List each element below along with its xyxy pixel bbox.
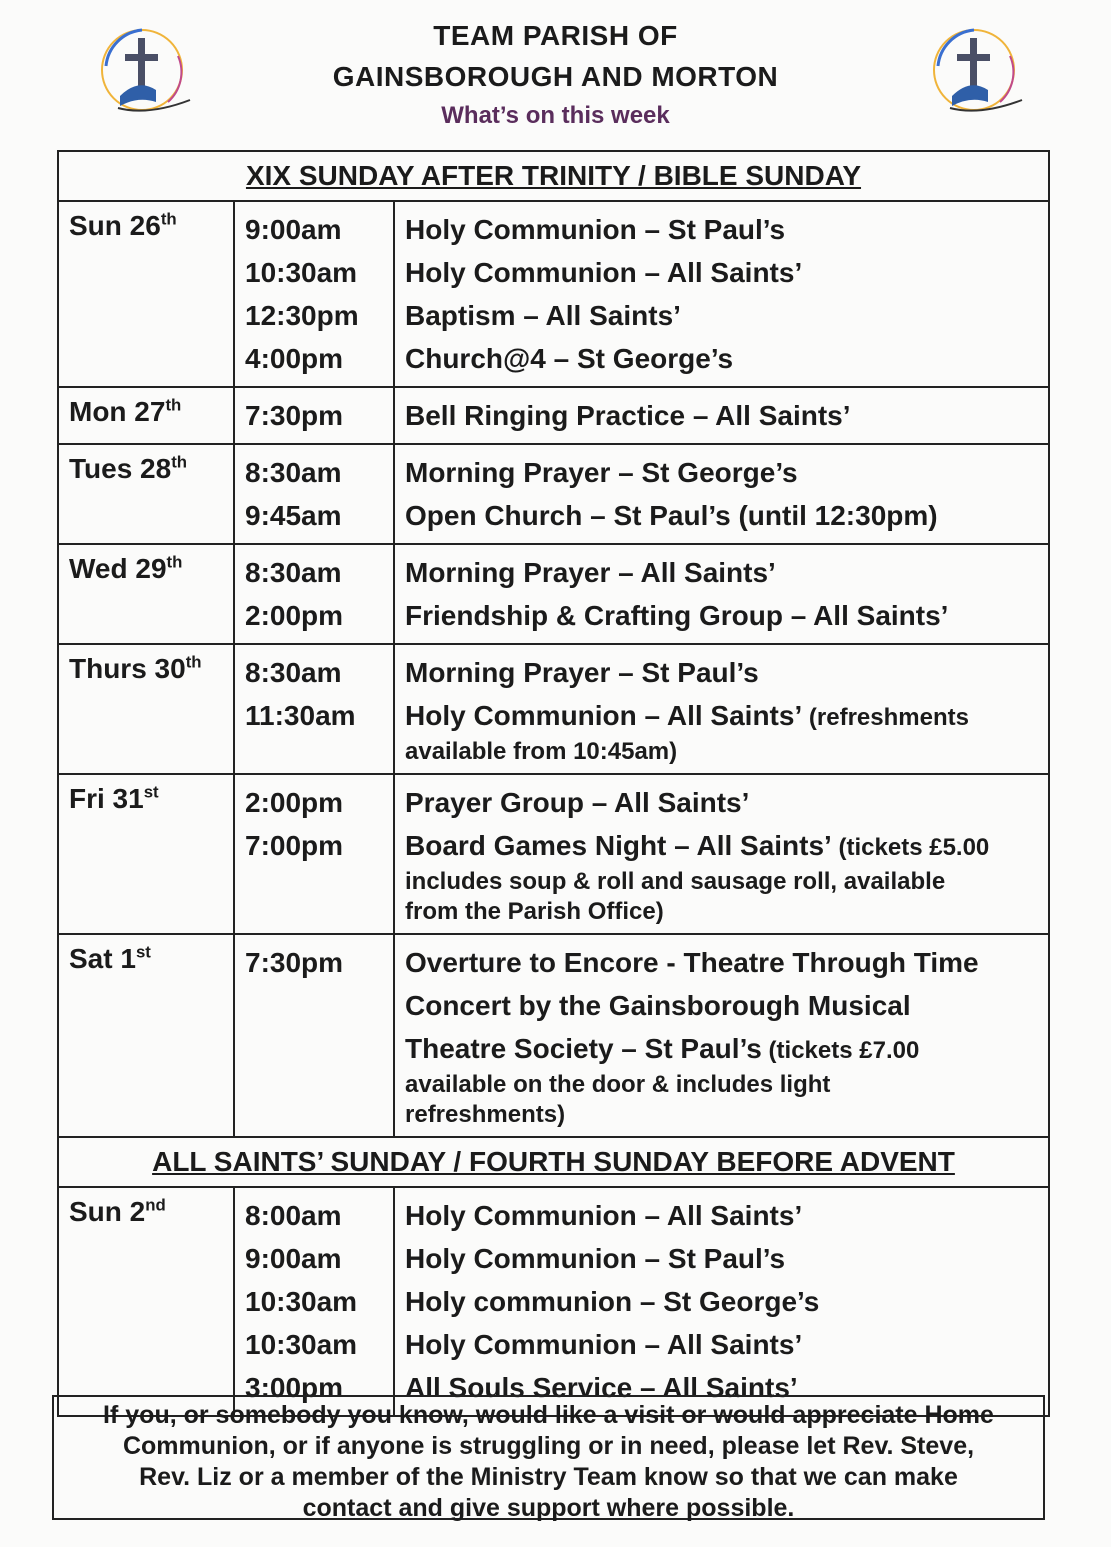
event-title: Open Church – St Paul’s (until 12:30pm) xyxy=(405,500,938,531)
time-cell xyxy=(234,444,394,544)
event-title: Theatre Society – St Paul’s xyxy=(405,1033,762,1064)
notice-line: If you, or somebody you know, would like a visit or would appreciate Home xyxy=(103,1401,994,1429)
event-note: (refreshments xyxy=(802,704,969,731)
day-cell xyxy=(58,201,234,387)
day-cell xyxy=(58,444,234,544)
event-item xyxy=(405,1280,1048,1323)
event-item xyxy=(405,1194,1048,1237)
event-title: Overture to Encore - Theatre Through Time xyxy=(405,947,979,978)
event-title: All Souls Service – All Saints’ xyxy=(405,1372,798,1403)
event-item xyxy=(405,594,1048,637)
event-time: 10:30am xyxy=(245,257,358,288)
day-row xyxy=(58,387,1049,444)
time-cell xyxy=(234,774,394,934)
event-item xyxy=(405,294,1048,337)
event-item xyxy=(405,551,1048,594)
event-item xyxy=(405,1237,1048,1280)
event-title: Board Games Night – All Saints’ xyxy=(405,830,832,861)
day-suffix: st xyxy=(135,942,151,962)
day-row xyxy=(58,644,1049,774)
day-row xyxy=(58,1187,1049,1416)
day-label: Wed 29 xyxy=(69,553,167,584)
day-cell xyxy=(58,1187,234,1416)
event-time: 8:30am xyxy=(245,557,342,588)
event-title: Holy Communion – All Saints’ xyxy=(405,1200,803,1231)
event-item xyxy=(405,694,1048,737)
day-label: Sun 26 xyxy=(69,210,161,241)
event-item xyxy=(405,251,1048,294)
event-time: 10:30am xyxy=(245,1286,358,1317)
event-time: 7:30pm xyxy=(245,400,344,431)
event-time: 8:00am xyxy=(245,1200,342,1231)
day-row xyxy=(58,544,1049,644)
event-item xyxy=(405,494,1048,537)
event-item xyxy=(405,824,1048,867)
event-title: Holy Communion – All Saints’ xyxy=(405,1329,803,1360)
day-suffix: th xyxy=(166,552,183,572)
event-title: Holy communion – St George’s xyxy=(405,1286,820,1317)
day-label: Fri 31 xyxy=(69,783,144,814)
event-title: Holy Communion – All Saints’ xyxy=(405,700,803,731)
event-time: 9:45am xyxy=(245,500,342,531)
section-title: ALL SAINTS’ SUNDAY / FOURTH SUNDAY BEFORE ADVENT xyxy=(58,1137,1049,1187)
day-row xyxy=(58,444,1049,544)
event-item xyxy=(405,781,1048,824)
day-row xyxy=(58,201,1049,387)
event-time: 3:00pm xyxy=(245,1372,344,1403)
event-note: (tickets £7.00 xyxy=(761,1037,920,1064)
event-title: Holy Communion – All Saints’ xyxy=(405,257,803,288)
schedule-table xyxy=(57,150,1050,1417)
day-suffix: th xyxy=(185,652,202,672)
event-time: 4:00pm xyxy=(245,343,344,374)
time-cell xyxy=(234,201,394,387)
event-note-continued: from the Parish Office) xyxy=(405,898,664,925)
day-suffix: th xyxy=(171,452,188,472)
event-note-continued: available on the door & includes light xyxy=(405,1071,831,1098)
event-note-continued: available from 10:45am) xyxy=(405,738,678,765)
event-item xyxy=(405,651,1048,694)
event-item xyxy=(405,208,1048,251)
page-header xyxy=(0,0,1111,150)
day-cell xyxy=(58,774,234,934)
section-title: XIX SUNDAY AFTER TRINITY / BIBLE SUNDAY xyxy=(58,151,1049,201)
page-title-line2: GAINSBOROUGH AND MORTON xyxy=(332,61,779,92)
event-title: Prayer Group – All Saints’ xyxy=(405,787,750,818)
event-title: Baptism – All Saints’ xyxy=(405,300,681,331)
event-note-continued: includes soup & roll and sausage roll, available xyxy=(405,868,946,895)
day-suffix: nd xyxy=(145,1195,166,1215)
event-time: 11:30am xyxy=(245,700,356,731)
event-title: Church@4 – St George’s xyxy=(405,343,734,374)
event-cell xyxy=(394,201,1049,387)
event-title: Morning Prayer – St George’s xyxy=(405,457,798,488)
time-cell xyxy=(234,644,394,774)
day-cell xyxy=(58,387,234,444)
event-cell xyxy=(394,544,1049,644)
event-title: Morning Prayer – St Paul’s xyxy=(405,657,759,688)
time-cell xyxy=(234,1187,394,1416)
event-cell xyxy=(394,774,1049,934)
section-row xyxy=(58,151,1049,201)
event-time: 7:00pm xyxy=(245,830,344,861)
day-suffix: st xyxy=(143,782,159,802)
day-label: Sat 1 xyxy=(69,943,136,974)
event-cell xyxy=(394,444,1049,544)
event-item xyxy=(405,394,1048,437)
notice-box xyxy=(52,1395,1045,1520)
event-time: 8:30am xyxy=(245,657,342,688)
time-cell xyxy=(234,387,394,444)
event-title: Concert by the Gainsborough Musical xyxy=(405,990,911,1021)
notice-line: contact and give support where possible. xyxy=(302,1494,795,1522)
page-title-line1: TEAM PARISH OF xyxy=(433,20,678,51)
event-item xyxy=(405,1027,1048,1070)
event-title: Bell Ringing Practice – All Saints’ xyxy=(405,400,851,431)
event-title: Morning Prayer – All Saints’ xyxy=(405,557,776,588)
event-cell xyxy=(394,1187,1049,1416)
event-title: Holy Communion – St Paul’s xyxy=(405,1243,786,1274)
event-cell xyxy=(394,644,1049,774)
event-note-continued: refreshments) xyxy=(405,1101,566,1128)
day-label: Mon 27 xyxy=(69,396,166,427)
notice-line: Communion, or if anyone is struggling or in need, please let Rev. Steve, xyxy=(122,1432,975,1460)
event-cell xyxy=(394,934,1049,1137)
event-time: 9:00am xyxy=(245,1243,342,1274)
event-time: 2:00pm xyxy=(245,787,344,818)
event-title: Friendship & Crafting Group – All Saints’ xyxy=(405,600,949,631)
day-row xyxy=(58,934,1049,1137)
day-label: Sun 2 xyxy=(69,1196,146,1227)
event-cell xyxy=(394,387,1049,444)
event-item xyxy=(405,1323,1048,1366)
time-cell xyxy=(234,934,394,1137)
day-cell xyxy=(58,544,234,644)
event-time: 8:30am xyxy=(245,457,342,488)
day-suffix: th xyxy=(165,395,182,415)
event-item xyxy=(405,337,1048,380)
notice-line: Rev. Liz or a member of the Ministry Team know so that we can make xyxy=(139,1463,958,1491)
page-subtitle: What’s on this week xyxy=(441,102,670,129)
event-item xyxy=(405,451,1048,494)
day-label: Tues 28 xyxy=(69,453,172,484)
day-cell xyxy=(58,644,234,774)
event-time: 9:00am xyxy=(245,214,342,245)
event-title: Holy Communion – St Paul’s xyxy=(405,214,786,245)
day-label: Thurs 30 xyxy=(69,653,186,684)
event-time: 7:30pm xyxy=(245,947,344,978)
section-row xyxy=(58,1137,1049,1187)
event-time: 10:30am xyxy=(245,1329,358,1360)
day-suffix: th xyxy=(160,209,177,229)
day-cell xyxy=(58,934,234,1137)
event-time: 2:00pm xyxy=(245,600,344,631)
time-cell xyxy=(234,544,394,644)
day-row xyxy=(58,774,1049,934)
event-time: 12:30pm xyxy=(245,300,359,331)
event-note: (tickets £5.00 xyxy=(831,834,990,861)
